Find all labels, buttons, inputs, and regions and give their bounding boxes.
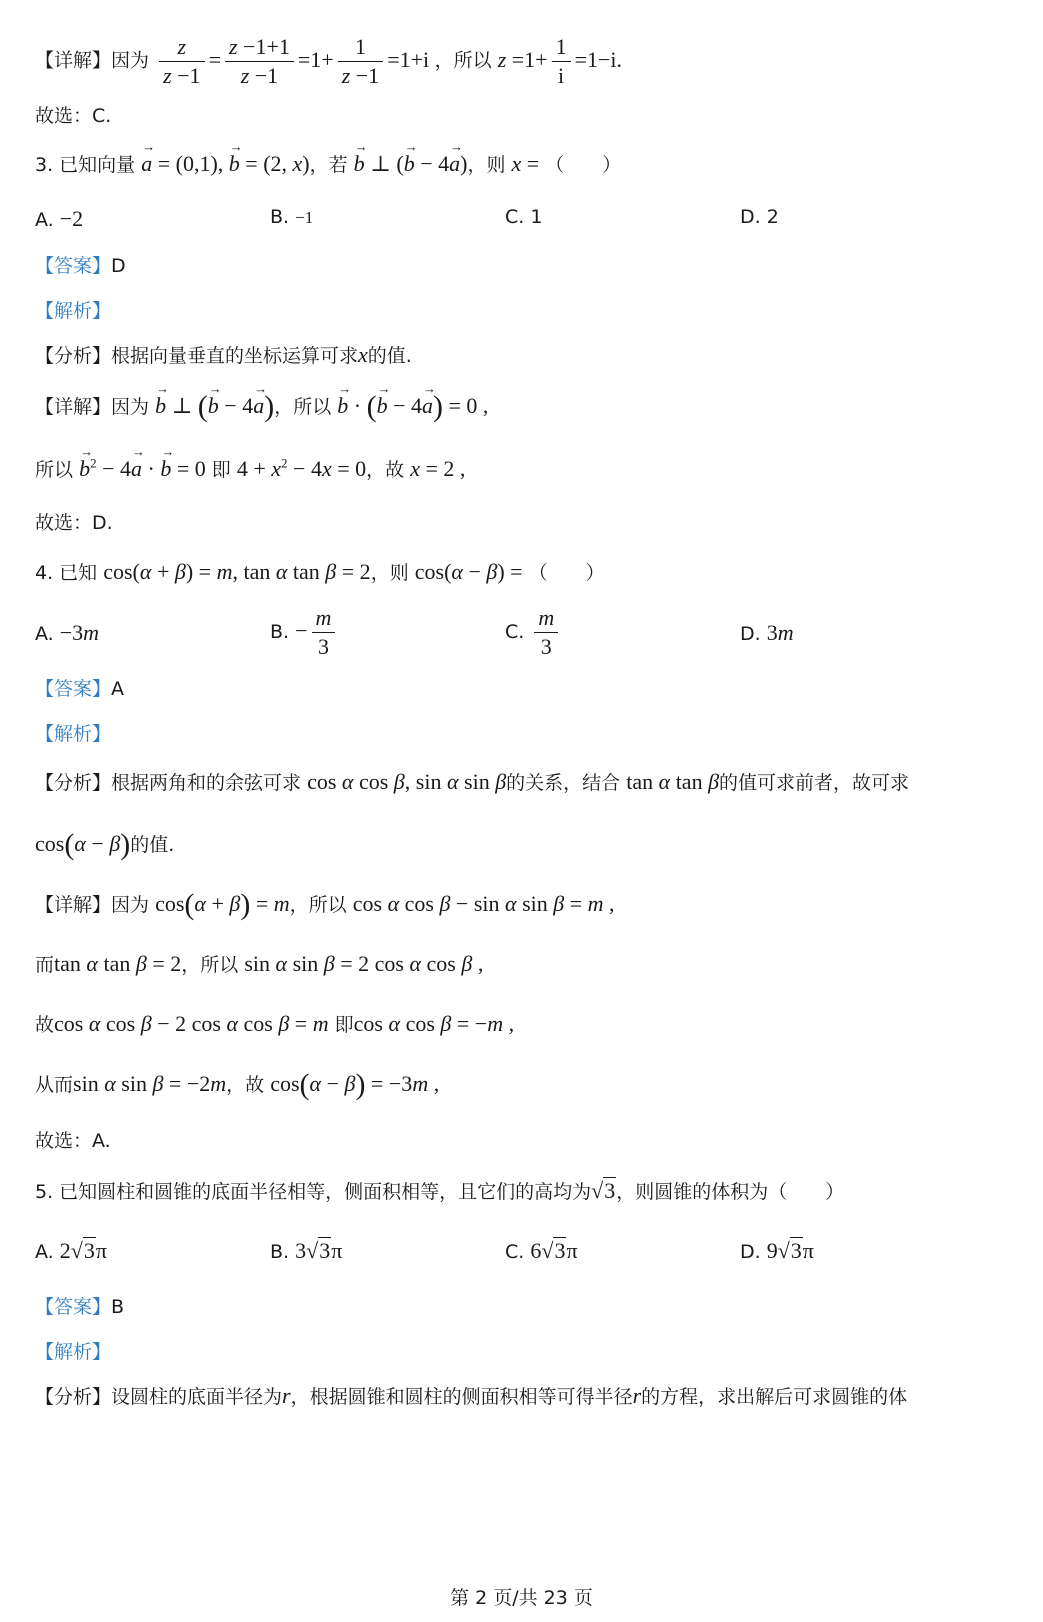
q4-detail: 【详解】因为 cos(α + β) = m，所以 cos α cos β − sin α sin β = m , xyxy=(35,888,615,921)
q4-jiexi-tag: 【解析】 xyxy=(35,723,112,745)
q3-option-c: C. 1 xyxy=(505,206,543,228)
detail-tag: 【详解】 xyxy=(35,49,112,72)
q5-jiexi-tag: 【解析】 xyxy=(35,1341,112,1363)
q3-stem: 3. 已知向量 → a = (0,1), → b = (2, x)，若 → b ⊥ (→ b − 4→ a)，则 x = （ ） xyxy=(35,150,621,177)
q5-option-b: B. 3√3π xyxy=(270,1238,343,1263)
q3-option-b: B. −1 xyxy=(270,206,314,228)
q4-analysis-2: cos(α − β)的值. xyxy=(35,828,175,861)
q5-option-d: D. 9√3π xyxy=(740,1238,814,1263)
q3-jiexi-tag: 【解析】 xyxy=(35,300,112,322)
q3-analysis: 【分析】根据向量垂直的坐标运算可求x的值. xyxy=(35,342,412,367)
q2-formula: $\frac{z}{z -1}$ = $\frac{z -1+1}{z -1}$ =1+ $\frac{1}{z -1}$ =1+i xyxy=(155,47,435,72)
q5-stem: 5. 已知圆柱和圆锥的底面半径相等，侧面积相等，且它们的高均为√3，则圆锥的体积为（ ） xyxy=(35,1178,845,1203)
q4-detail-3: 故cos α cos β − 2 cos α cos β = m 即cos α cos β = −m , xyxy=(35,1011,515,1036)
q3-detail-2: 所以 → $b^2 - 4\to a$ · → b = 0 即 $4 + x^2 - 4x = 0$，故 x = 2 , xyxy=(35,455,465,482)
q3-answer: 【答案】D xyxy=(35,255,126,277)
q4-choose: 故选：A. xyxy=(35,1130,111,1152)
q4-detail-4: 从而sin α sin β = −2m，故 cos(α − β) = −3m , xyxy=(35,1068,440,1101)
q3-option-d: D. 2 xyxy=(740,206,779,228)
q3-choose: 故选：D. xyxy=(35,512,113,534)
page-footer: 第 2 页/共 23 页 xyxy=(450,1587,593,1609)
q5-analysis: 【分析】设圆柱的底面半径为r，根据圆锥和圆柱的侧面积相等可得半径r的方程，求出解后可求圆锥的体 xyxy=(35,1383,908,1408)
q4-option-d: D. 3m xyxy=(740,620,794,645)
q2-choose: 故选：C. xyxy=(35,105,112,127)
q4-stem: 4. 已知 cos(α + β) = m, tan α tan β = 2，则 cos(α − β) = （ ） xyxy=(35,559,605,584)
q2-detail-line: 【详解】因为 $\frac{z}{z -1}$ = $\frac{z -1+1}{z -1}$ =1+ $\frac{1}{z -1}$ =1+i ，所以 z =1+ $\frac{1}{i}$ =1−i. xyxy=(35,34,623,88)
q5-option-a: A. 2√3π xyxy=(35,1238,107,1263)
q4-option-a: A. −3m xyxy=(35,620,100,645)
q4-option-c: C. $\frac{m}{3}$ xyxy=(505,605,562,660)
q3-option-a: A. −2 xyxy=(35,206,84,231)
q4-answer: 【答案】A xyxy=(35,678,125,700)
q4-analysis: 【分析】根据两角和的余弦可求 cos α cos β, sin α sin β的关系，结合 tan α tan β的值可求前者，故可求 xyxy=(35,769,910,794)
q3-detail: 【详解】因为 → b ⊥ (→ b − 4→ a)，所以 → b · (→ b − 4→ a) = 0 , xyxy=(35,390,488,424)
q5-answer: 【答案】B xyxy=(35,1296,125,1318)
q4-detail-2: 而tan α tan β = 2，所以 sin α sin β = 2 cos α cos β , xyxy=(35,951,484,976)
q4-option-b: B. − $\frac{m}{3}$ xyxy=(270,605,339,660)
q5-option-c: C. 6√3π xyxy=(505,1238,578,1263)
